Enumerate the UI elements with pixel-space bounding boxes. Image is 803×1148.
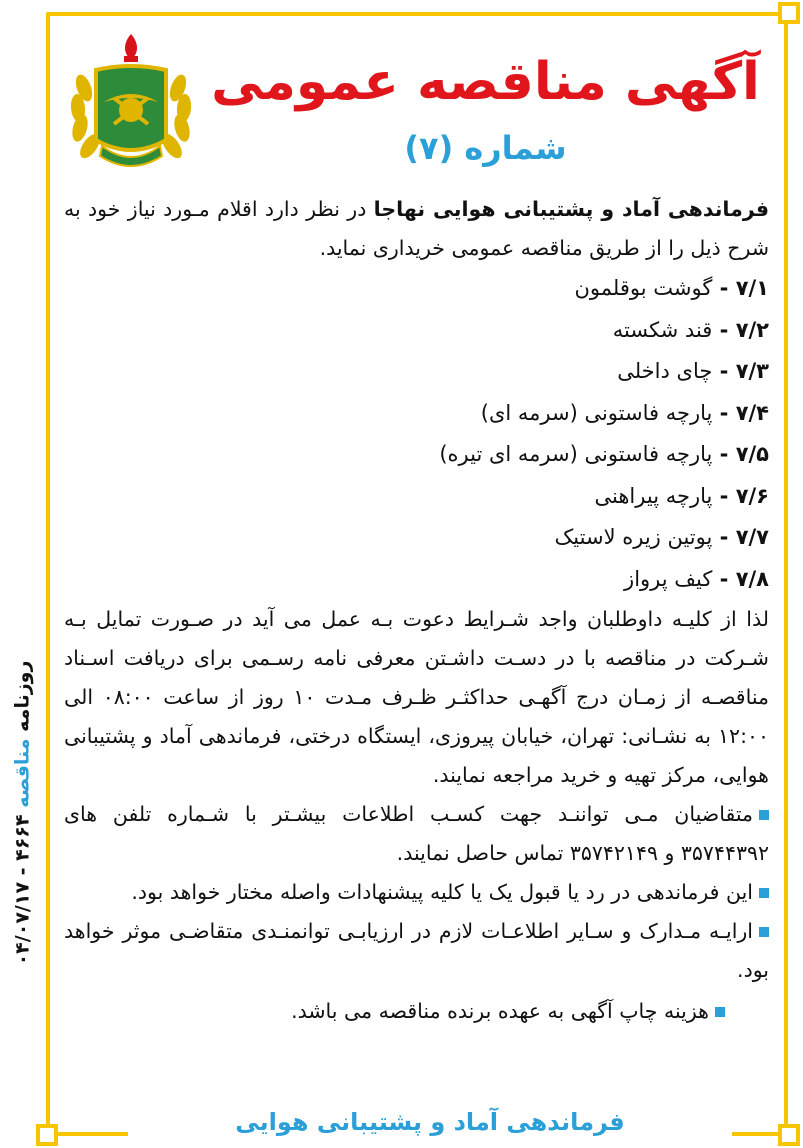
bullet-icon [759, 810, 769, 820]
item-label: گوشت بوقلمون [574, 276, 713, 300]
item-number: ۷/۴ [735, 400, 769, 425]
note-item: هزینه چاپ آگهی به عهده برنده مناقصه می باشد. [64, 992, 769, 1031]
frame-corner-bottom-left [36, 1124, 58, 1146]
list-item: ۷/۶ - پارچه پیراهنی [594, 483, 769, 508]
item-label: پارچه پیراهنی [594, 483, 713, 508]
newspaper-stamp [2, 640, 42, 985]
list-item: ۷/۲ - قند شکسته [612, 317, 769, 342]
newspaper-brand: مناقصه [11, 737, 34, 808]
list-item: ۷/۴ - پارچه فاستونی (سرمه ای) [480, 400, 769, 425]
item-number: ۷/۵ [735, 442, 769, 466]
bullet-icon [759, 888, 769, 898]
newspaper-prefix: روزنامه [11, 660, 34, 732]
issue-code: ۴۶۶۴ - ۰۴/۰۷/۱۷ [11, 813, 34, 965]
item-label: پوتین زیره لاستیک [554, 525, 713, 549]
note-item: متقاضیان مـی تواننـد جهت کسـب اطلاعات بیشـتر با شـماره تلفن های ۳۵۷۴۴۳۹۲ و ۳۵۷۴۲۱۴۹ تماس حاصل نمایند. [64, 802, 769, 865]
ad-title: آگهی مناقصه عمومی [211, 52, 760, 112]
item-number: ۷/۷ [735, 525, 769, 549]
item-number: ۷/۳ [735, 359, 769, 383]
list-item: ۷/۳ - چای داخلی [617, 359, 769, 383]
item-label: پارچه فاستونی (سرمه ای) [480, 400, 713, 425]
item-label: قند شکسته [612, 317, 713, 342]
ad-number: شماره (۷) [404, 129, 567, 167]
item-number: ۷/۲ [735, 317, 769, 342]
footer-organization: فرماندهی آماد و پشتیبانی هوایی [235, 1108, 625, 1136]
item-label: چای داخلی [617, 359, 713, 383]
note-item: این فرماندهی در رد یا قبول یک یا کلیه پیشنهادات واصله مختار خواهد بود. [64, 873, 769, 912]
item-label: پارچه فاستونی (سرمه ای تیره) [439, 442, 713, 466]
list-item: ۷/۵ - پارچه فاستونی (سرمه ای تیره) [439, 442, 769, 466]
frame-corner-bottom-right [778, 1124, 800, 1146]
item-number: ۷/۶ [735, 483, 769, 508]
army-emblem-icon [66, 28, 196, 178]
intro-text: در نظر دارد اقلام مـورد نیاز خود به شرح ذیل را از طریق مناقصه عمومی خریداری نماید. [64, 197, 769, 260]
note-item: ارایـه مـدارک و سـایر اطلاعـات لازم در ارزیابـی توانمنـدی متقاضـی موثر خواهد بود. [64, 919, 769, 982]
list-item: ۷/۸ - کیف پرواز [624, 566, 769, 591]
item-label: کیف پرواز [624, 566, 713, 591]
item-number: ۷/۱ [735, 276, 769, 300]
list-item: ۷/۷ - پوتین زیره لاستیک [554, 525, 769, 549]
items-list [64, 268, 769, 600]
bullet-icon [759, 927, 769, 937]
organization-name: فرماندهی آماد و پشتیبانی هوایی نهاجا [373, 197, 769, 221]
item-number: ۷/۸ [735, 566, 769, 591]
bullet-icon [715, 1007, 725, 1017]
frame-corner-top-right [778, 2, 800, 24]
invitation-paragraph: لذا از کلیـه داوطلبان واجد شـرایط دعوت بـه عمل می آید در صـورت تمایل بـه شـرکت در مناقصه با در دسـت داشـتن معرفی نامه رسـمی برای دریافت اسـناد مناقصـه از زمـان درج آگهـی حداکثـر ظـرف مـدت ۱۰ روز از ساعت ۰۸:۰۰ الی ۱۲:۰۰ به نشـانی: تهران، خیابان پیروزی، ایستگاه درختی، فرماندهی آماد و پشتیبانی هوایی، مرکز تهیه و خرید مراجعه نمایند. [64, 607, 769, 787]
ad-body [64, 190, 769, 1031]
list-item: ۷/۱ - گوشت بوقلمون [574, 276, 769, 300]
intro-paragraph [64, 190, 769, 268]
